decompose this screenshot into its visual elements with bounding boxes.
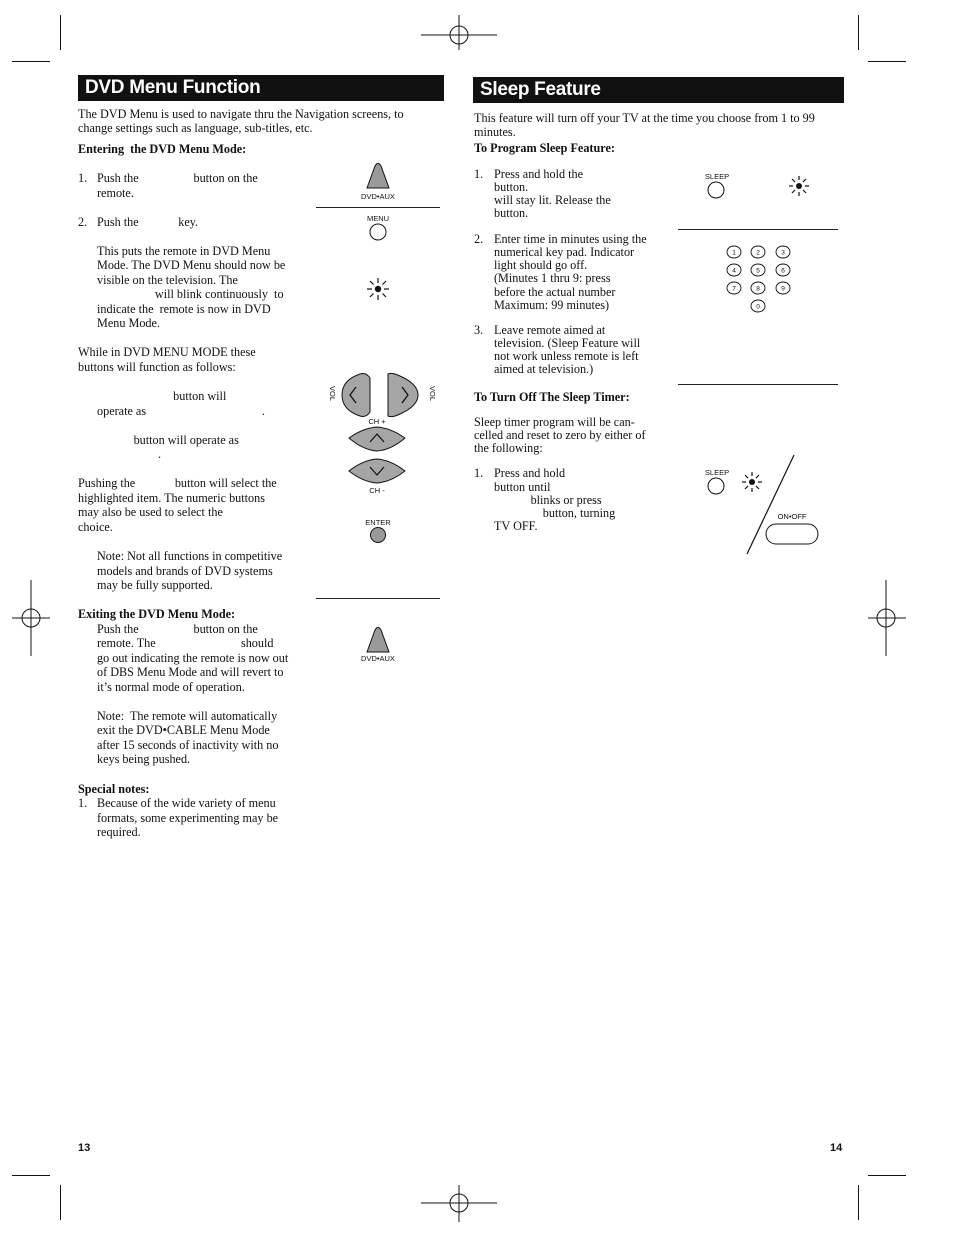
menu-button-icon [358,212,398,244]
indicator-light-icon [742,472,762,492]
vol-left-label: VOL [328,386,337,402]
paragraph-line: Pushing the button will select the [78,476,277,490]
key-9: 9 [781,285,785,293]
paragraph-line: . [97,447,161,461]
key-8: 8 [756,285,760,293]
key-1: 1 [732,249,736,257]
divider [316,598,440,599]
page-number: 13 [78,1142,91,1154]
paragraph-line: remote. The should [97,636,274,650]
key-4: 4 [732,267,736,275]
paragraph-line: it’s normal mode of operation. [97,680,245,694]
ch-minus-label: CH - [369,486,385,495]
step-number: 1. [474,167,484,181]
dvd-aux-label: DVD•AUX [361,654,395,663]
vol-right-label: VOL [428,386,437,402]
key-6: 6 [781,267,785,275]
step-text: Press and hold [494,466,566,480]
step-number: 1. [474,466,484,480]
paragraph-line: of DBS Menu Mode and will revert to [97,665,284,679]
step-number: 3. [474,323,484,337]
step-text: button, turning [494,506,616,520]
indicator-light-icon [366,277,390,301]
key-7: 7 [732,285,736,293]
step-text: Press and hold the [494,167,584,181]
intro-line: The DVD Menu is used to navigate thru the Navigation screens, to [78,107,404,121]
sleep-button-icon [704,171,814,203]
step-text: remote. [97,186,134,200]
step-text: Maximum: 99 minutes) [494,298,610,312]
step-text: (Minutes 1 thru 9: press [494,271,611,285]
step-text: TV OFF. [494,519,538,533]
note-line: Note: The remote will automatically [97,709,278,723]
page-title: Sleep Feature [473,77,844,103]
section-heading: Special notes: [78,782,150,796]
paragraph-line: celled and reset to zero by either of [474,428,646,442]
dvd-aux-label: DVD•AUX [361,192,395,201]
paragraph-line: the following: [474,441,543,455]
section-heading: Exiting the DVD Menu Mode: [78,607,236,621]
step-text: will stay lit. Release the [494,193,611,207]
paragraph-line: buttons will function as follows: [78,360,236,374]
step-number: 1. [78,796,88,810]
section-heading: To Program Sleep Feature: [474,141,615,155]
step-text: Leave remote aimed at [494,323,606,337]
step-text: Push the button on the [97,171,258,185]
key-3: 3 [781,249,785,257]
channel-buttons-icon [343,415,413,497]
dvd-aux-button-icon [350,160,406,204]
paragraph-line: highlighted item. The numeric buttons [78,491,265,505]
paragraph-line: may also be used to select the [78,505,223,519]
paragraph-line: Because of the wide variety of menu [97,796,276,810]
paragraph-line: Sleep timer program will be can- [474,415,635,429]
step-text: button. [494,206,529,220]
divider [316,207,440,208]
step-text: button. [494,180,529,194]
paragraph-line: Push the button on the [97,622,258,636]
paragraph-line: will blink continuously to [97,287,284,301]
sleep-label: SLEEP [704,468,730,477]
step-number: 1. [78,171,88,185]
page-number: 14 [830,1142,843,1154]
note-line: models and brands of DVD systems [97,564,273,578]
intro-line: This feature will turn off your TV at the time you choose from 1 to 99 [474,111,815,125]
paragraph-line: Menu Mode. [97,316,160,330]
step-text: button until [494,480,551,494]
page-title: DVD Menu Function [78,75,444,101]
step-number: 2. [78,215,88,229]
key-0: 0 [756,303,760,311]
paragraph-line: button will [97,389,227,403]
paragraph-line: This puts the remote in DVD Menu [97,244,271,258]
on-off-label: ON•OFF [777,512,807,521]
section-heading: Entering the DVD Menu Mode: [78,142,247,156]
paragraph-line: While in DVD MENU MODE these [78,345,256,359]
step-text: blinks or press [494,493,602,507]
key-5: 5 [756,267,760,275]
volume-buttons-icon [322,370,437,420]
note-line: Note: Not all functions in competitive [97,549,283,563]
step-text: light should go off. [494,258,588,272]
note-line: exit the DVD•CABLE Menu Mode [97,723,270,737]
paragraph-line: Mode. The DVD Menu should now be [97,258,286,272]
section-heading: To Turn Off The Sleep Timer: [474,390,630,404]
step-text: aimed at television.) [494,362,594,376]
note-line: after 15 seconds of inactivity with no [97,738,279,752]
step-text: Push the key. [97,215,199,229]
dvd-aux-button-icon [350,624,406,668]
enter-label: ENTER [365,518,391,527]
paragraph-line: formats, some experimenting may be [97,811,279,825]
step-text: Enter time in minutes using the [494,232,647,246]
indicator-light-icon [789,176,809,196]
step-text: numerical key pad. Indicator [494,245,635,259]
divider [678,384,838,385]
paragraph-line: required. [97,825,141,839]
paragraph-line: indicate the remote is now in DVD [97,302,271,316]
paragraph-line: visible on the television. The [97,273,238,287]
paragraph-line: go out indicating the remote is now out [97,651,289,665]
menu-label: MENU [366,214,390,223]
divider [678,229,838,230]
intro-line: minutes. [474,125,516,139]
note-line: keys being pushed. [97,752,191,766]
paragraph-line: button will operate as [97,433,239,447]
intro-line: change settings such as language, sub-titles, etc. [78,121,313,135]
step-text: before the actual number [494,285,616,299]
numeric-keypad-icon [718,238,800,320]
sleep-label: SLEEP [704,172,730,181]
step-text: television. (Sleep Feature will [494,336,641,350]
step-text: not work unless remote is left [494,349,639,363]
sleep-off-illustration [700,450,830,560]
paragraph-line: choice. [78,520,113,534]
enter-button-icon [358,516,398,548]
paragraph-line: operate as . [97,404,265,418]
note-line: may be fully supported. [97,578,213,592]
ch-plus-label: CH + [368,417,386,426]
key-2: 2 [756,249,760,257]
step-number: 2. [474,232,484,246]
